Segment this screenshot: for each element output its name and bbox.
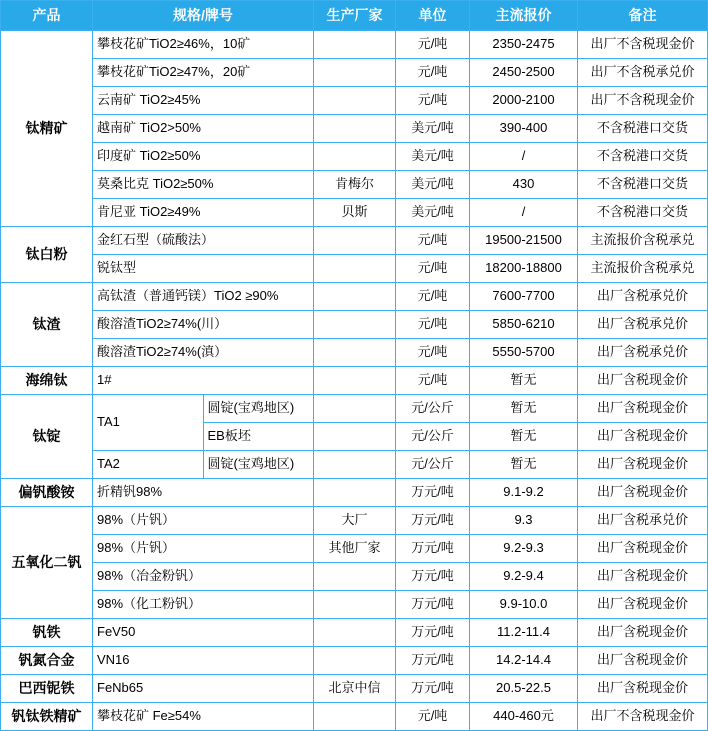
cell-spec: 98%（冶金粉钒）	[93, 563, 314, 591]
cell-manufacturer	[314, 395, 396, 423]
cell-note: 不含税港口交货	[578, 115, 708, 143]
cell-spec: 高钛渣（普通钙镁）TiO2 ≥90%	[93, 283, 314, 311]
cell-spec: 攀枝花矿 Fe≥54%	[93, 703, 314, 731]
cell-product: 偏钒酸铵	[1, 479, 93, 507]
table-body	[1, 31, 708, 731]
cell-note: 出厂含税现金价	[578, 395, 708, 423]
cell-unit: 元/吨	[396, 87, 470, 115]
cell-unit: 万元/吨	[396, 535, 470, 563]
cell-spec: 酸溶渣TiO2≥74%(川）	[93, 311, 314, 339]
cell-spec: 折精钒98%	[93, 479, 314, 507]
cell-price: 5850-6210	[470, 311, 578, 339]
cell-manufacturer: 大厂	[314, 507, 396, 535]
cell-manufacturer	[314, 367, 396, 395]
column-header-note: 备注	[578, 1, 708, 31]
table-row	[1, 115, 708, 143]
cell-spec: 莫桑比克 TiO2≥50%	[93, 171, 314, 199]
cell-manufacturer	[314, 479, 396, 507]
cell-spec: 攀枝花矿TiO2≥47%，20矿	[93, 59, 314, 87]
cell-note: 主流报价含税承兑	[578, 255, 708, 283]
cell-manufacturer	[314, 59, 396, 87]
column-header-unit: 单位	[396, 1, 470, 31]
cell-manufacturer	[314, 339, 396, 367]
table-row	[1, 87, 708, 115]
cell-product: 五氧化二钒	[1, 507, 93, 619]
column-header-manufacturer: 生产厂家	[314, 1, 396, 31]
cell-note: 不含税港口交货	[578, 143, 708, 171]
cell-price: 440-460元	[470, 703, 578, 731]
cell-unit: 万元/吨	[396, 591, 470, 619]
cell-note: 主流报价含税承兑	[578, 227, 708, 255]
cell-manufacturer	[314, 227, 396, 255]
cell-unit: 万元/吨	[396, 647, 470, 675]
cell-spec: 云南矿 TiO2≥45%	[93, 87, 314, 115]
cell-manufacturer: 北京中信	[314, 675, 396, 703]
cell-unit: 元/吨	[396, 311, 470, 339]
table-row	[1, 675, 708, 703]
cell-product: 钛渣	[1, 283, 93, 367]
cell-product: 钛白粉	[1, 227, 93, 283]
cell-unit: 美元/吨	[396, 199, 470, 227]
cell-note: 出厂含税现金价	[578, 591, 708, 619]
cell-unit: 元/吨	[396, 339, 470, 367]
cell-note: 出厂不含税现金价	[578, 31, 708, 59]
cell-manufacturer: 其他厂家	[314, 535, 396, 563]
cell-spec: FeV50	[93, 619, 314, 647]
cell-price: 9.2-9.3	[470, 535, 578, 563]
cell-price: 11.2-11.4	[470, 619, 578, 647]
cell-spec-detail: EB板坯	[203, 423, 314, 451]
cell-spec: 肯尼亚 TiO2≥49%	[93, 199, 314, 227]
cell-note: 出厂含税现金价	[578, 367, 708, 395]
cell-manufacturer	[314, 311, 396, 339]
cell-manufacturer	[314, 591, 396, 619]
table-row	[1, 703, 708, 731]
cell-note: 出厂不含税现金价	[578, 703, 708, 731]
cell-spec: 1#	[93, 367, 314, 395]
cell-unit: 万元/吨	[396, 563, 470, 591]
cell-price: 18200-18800	[470, 255, 578, 283]
cell-unit: 元/公斤	[396, 423, 470, 451]
cell-product: 钒钛铁精矿	[1, 703, 93, 731]
table-row	[1, 563, 708, 591]
cell-unit: 元/吨	[396, 227, 470, 255]
cell-note: 出厂含税现金价	[578, 619, 708, 647]
cell-price: 9.2-9.4	[470, 563, 578, 591]
cell-unit: 元/吨	[396, 283, 470, 311]
cell-manufacturer	[314, 451, 396, 479]
cell-price: 7600-7700	[470, 283, 578, 311]
cell-manufacturer	[314, 255, 396, 283]
cell-note: 出厂含税承兑价	[578, 311, 708, 339]
cell-note: 出厂含税现金价	[578, 451, 708, 479]
cell-manufacturer	[314, 31, 396, 59]
cell-manufacturer	[314, 619, 396, 647]
cell-manufacturer: 肯梅尔	[314, 171, 396, 199]
column-header-product: 产品	[1, 1, 93, 31]
cell-note: 不含税港口交货	[578, 171, 708, 199]
table-header	[1, 1, 708, 31]
table-row	[1, 647, 708, 675]
cell-price: 9.9-10.0	[470, 591, 578, 619]
cell-spec: 越南矿 TiO2>50%	[93, 115, 314, 143]
table-row	[1, 507, 708, 535]
cell-note: 出厂含税承兑价	[578, 507, 708, 535]
cell-note: 出厂不含税承兑价	[578, 59, 708, 87]
cell-product: 钒铁	[1, 619, 93, 647]
cell-spec: FeNb65	[93, 675, 314, 703]
cell-unit: 元/公斤	[396, 451, 470, 479]
cell-price: 390-400	[470, 115, 578, 143]
cell-spec: 金红石型（硫酸法）	[93, 227, 314, 255]
cell-price: /	[470, 199, 578, 227]
cell-product: 钛精矿	[1, 31, 93, 227]
cell-manufacturer: 贝斯	[314, 199, 396, 227]
table-row	[1, 255, 708, 283]
cell-unit: 元/吨	[396, 59, 470, 87]
cell-spec-detail: 圆锭(宝鸡地区)	[203, 395, 314, 423]
table-row	[1, 31, 708, 59]
cell-price: /	[470, 143, 578, 171]
cell-product: 钛锭	[1, 395, 93, 479]
table-row	[1, 367, 708, 395]
table-row	[1, 535, 708, 563]
cell-unit: 万元/吨	[396, 507, 470, 535]
cell-spec-detail: 圆锭(宝鸡地区)	[203, 451, 314, 479]
cell-spec: 锐钛型	[93, 255, 314, 283]
table-row	[1, 339, 708, 367]
cell-price: 20.5-22.5	[470, 675, 578, 703]
cell-spec: 98%（化工粉钒）	[93, 591, 314, 619]
table-row	[1, 479, 708, 507]
cell-unit: 美元/吨	[396, 115, 470, 143]
cell-unit: 元/吨	[396, 367, 470, 395]
cell-spec: TA1	[93, 395, 204, 451]
cell-price: 暂无	[470, 367, 578, 395]
cell-spec: 98%（片钒）	[93, 507, 314, 535]
cell-product: 海绵钛	[1, 367, 93, 395]
cell-unit: 万元/吨	[396, 479, 470, 507]
cell-note: 不含税港口交货	[578, 199, 708, 227]
table-row	[1, 283, 708, 311]
cell-price: 5550-5700	[470, 339, 578, 367]
table-row	[1, 311, 708, 339]
table-row	[1, 395, 708, 423]
cell-spec: VN16	[93, 647, 314, 675]
cell-unit: 美元/吨	[396, 143, 470, 171]
cell-spec: 酸溶渣TiO2≥74%(滇）	[93, 339, 314, 367]
cell-price: 2450-2500	[470, 59, 578, 87]
cell-note: 出厂含税现金价	[578, 675, 708, 703]
table-row	[1, 59, 708, 87]
cell-price: 19500-21500	[470, 227, 578, 255]
cell-manufacturer	[314, 423, 396, 451]
cell-manufacturer	[314, 283, 396, 311]
cell-note: 出厂含税承兑价	[578, 339, 708, 367]
table-row	[1, 591, 708, 619]
cell-unit: 万元/吨	[396, 619, 470, 647]
cell-unit: 万元/吨	[396, 675, 470, 703]
cell-note: 出厂含税现金价	[578, 563, 708, 591]
table-row	[1, 143, 708, 171]
cell-manufacturer	[314, 647, 396, 675]
cell-spec: 攀枝花矿TiO2≥46%，10矿	[93, 31, 314, 59]
cell-manufacturer	[314, 115, 396, 143]
cell-price: 暂无	[470, 423, 578, 451]
cell-unit: 美元/吨	[396, 171, 470, 199]
cell-price: 2350-2475	[470, 31, 578, 59]
cell-manufacturer	[314, 703, 396, 731]
cell-spec: 98%（片钒）	[93, 535, 314, 563]
cell-product: 巴西铌铁	[1, 675, 93, 703]
cell-note: 出厂含税现金价	[578, 535, 708, 563]
cell-price: 9.3	[470, 507, 578, 535]
cell-note: 出厂含税现金价	[578, 647, 708, 675]
cell-unit: 元/公斤	[396, 395, 470, 423]
column-header-price: 主流报价	[470, 1, 578, 31]
cell-note: 出厂含税承兑价	[578, 283, 708, 311]
cell-manufacturer	[314, 87, 396, 115]
cell-price: 430	[470, 171, 578, 199]
table-header-row	[1, 1, 708, 31]
cell-unit: 元/吨	[396, 255, 470, 283]
table-row	[1, 199, 708, 227]
cell-unit: 元/吨	[396, 31, 470, 59]
table-row	[1, 451, 708, 479]
cell-price: 14.2-14.4	[470, 647, 578, 675]
cell-note: 出厂含税现金价	[578, 479, 708, 507]
table-row	[1, 171, 708, 199]
cell-price: 暂无	[470, 451, 578, 479]
cell-price: 9.1-9.2	[470, 479, 578, 507]
cell-unit: 元/吨	[396, 703, 470, 731]
cell-price: 2000-2100	[470, 87, 578, 115]
cell-manufacturer	[314, 143, 396, 171]
cell-manufacturer	[314, 563, 396, 591]
table-row	[1, 227, 708, 255]
table-row	[1, 619, 708, 647]
cell-spec: 印度矿 TiO2≥50%	[93, 143, 314, 171]
cell-product: 钒氮合金	[1, 647, 93, 675]
cell-note: 出厂不含税现金价	[578, 87, 708, 115]
column-header-spec: 规格/牌号	[93, 1, 314, 31]
cell-price: 暂无	[470, 395, 578, 423]
cell-note: 出厂含税现金价	[578, 423, 708, 451]
cell-spec: TA2	[93, 451, 204, 479]
